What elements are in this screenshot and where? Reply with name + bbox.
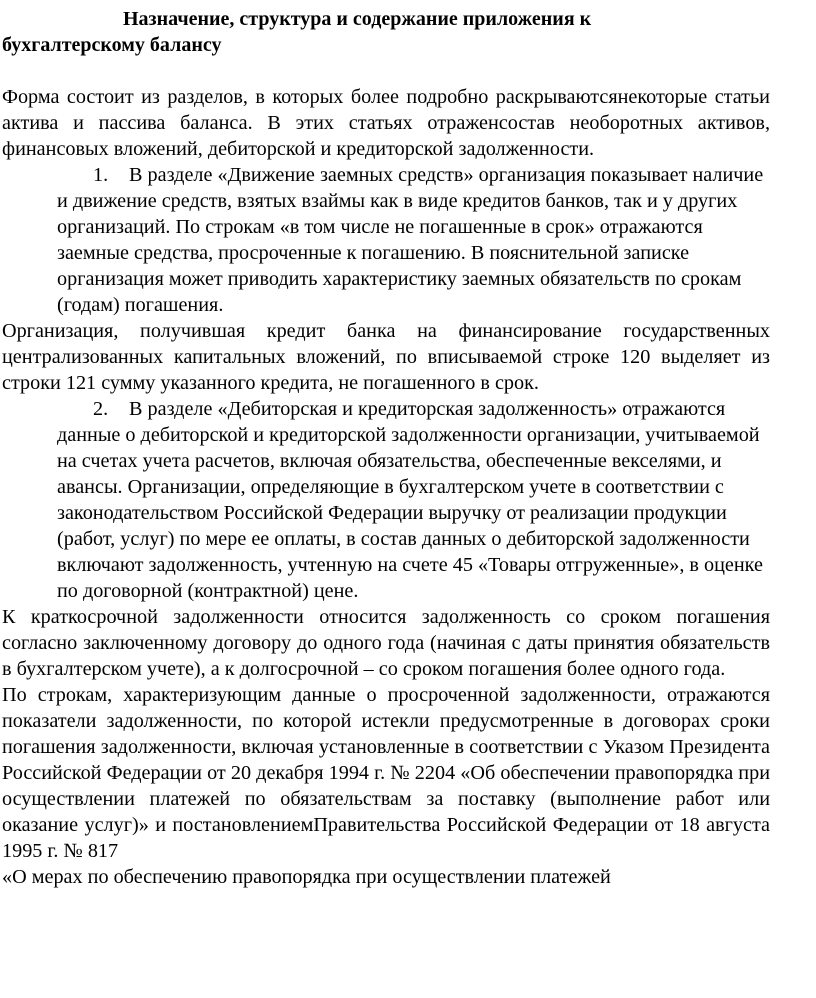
intro-paragraph: Форма состоит из разделов, в которых более подробно раскрываютсянекоторые статьи актива и пассива баланса. В этих статьях отраженсостав необоротных активов, финансовых вложений, дебиторской и кредиторской задолженности. xyxy=(2,86,770,160)
title-line-2: бухгалтерскому балансу xyxy=(2,34,222,56)
list-item-1 xyxy=(0,162,816,318)
overdue-paragraph: По строкам, характеризующим данные о просроченной задолженности, отражаются показатели задолженности, по которой истекли предусмотренные в договорах сроки погашения задолженности, включая установленные в соответствии с Указом Президента Российской Федерации от 20 декабря 1994 г. № 2204 «Об обеспечении правопорядка при осуществлении платежей по обязательствам за поставку (выполнение работ или оказание услуг)» и постановлениемПравительства Российской Федерации от 18 августа 1995 г. № 817 xyxy=(2,684,770,862)
numbered-list xyxy=(0,162,816,318)
list-number-2: 2. xyxy=(93,398,109,420)
list-text-1: В разделе «Движение заемных средств» организация показывает наличие и движение средств, взятых взаймы как в виде кредитов банков, так и у других организаций. По строкам «в том числе не погашенные в срок» отражаются заемные средства, просроченные к погашению. В пояснительной записке организация может приводить характеристику заемных обязательств по срокам (годам) погашения. xyxy=(57,164,764,316)
list-text-2: В разделе «Дебиторская и кредиторская задолженность» отражаются данные о дебиторской и кредиторской задолженности организации, учитываемой на счетах учета расчетов, включая обязательства, обеспеченные векселями, и авансы. Организации, определяющие в бухгалтерском учете в соответствии с законодательством Российской Федерации выручку от реализации продукции (работ, услуг) по мере ее оплаты, в состав данных о дебиторской задолженности включают задолженность, учтенную на счете 45 «Товары отгруженные», в оценке по договорной (контрактной) цене. xyxy=(57,398,763,602)
blank-line xyxy=(0,58,816,84)
last-paragraph: «О мерах по обеспечению правопорядка при осуществлении платежей xyxy=(2,866,611,888)
list-item-2 xyxy=(0,396,816,604)
title-line-1: Назначение, структура и содержание приложения к xyxy=(123,8,592,30)
document-title xyxy=(0,0,816,58)
numbered-list-2 xyxy=(0,396,816,604)
list-number-1: 1. xyxy=(93,164,109,186)
shortterm-paragraph: К краткосрочной задолженности относится задолженность со сроком погашения согласно заключенному договору до одного года (начиная с даты принятия обязательств в бухгалтерском учете), а к долгосрочной – со сроком погашения более одного года. xyxy=(2,606,770,680)
credit-paragraph: Организация, получившая кредит банка на финансирование государственных централизованных капитальных вложений, по вписываемой строке 120 выделяет из строки 121 сумму указанного кредита, не погашенного в срок. xyxy=(2,320,770,394)
